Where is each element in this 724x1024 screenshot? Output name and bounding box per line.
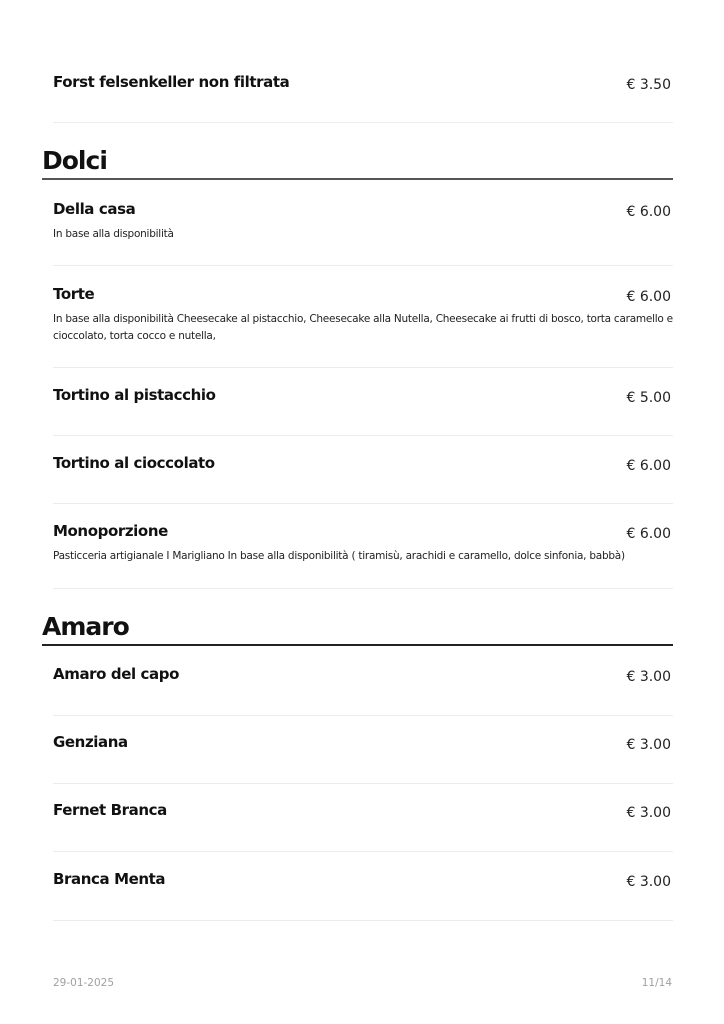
menu-item-description: In base alla disponibilità Cheesecake al pistacchio, Cheesecake alla Nutella, Cheesecake ai frutti di bosco, torta caramello e cioccolato, torta cocco e nutella, — [53, 313, 673, 342]
menu-item-fernet-branca — [53, 801, 673, 852]
menu-item-price: € 3.00 — [626, 737, 671, 753]
menu-item-price: € 3.00 — [626, 669, 671, 685]
menu-item-name: Monoporzione — [53, 522, 168, 540]
menu-item-price: € 3.50 — [626, 77, 671, 93]
menu-item-tortino-cioccolato — [53, 454, 673, 504]
menu-item-price: € 6.00 — [626, 204, 671, 220]
menu-item-price: € 3.00 — [626, 805, 671, 821]
menu-item-price: € 3.00 — [626, 874, 671, 890]
menu-item-della-casa — [53, 200, 673, 266]
menu-item-forst — [53, 73, 673, 123]
menu-item-name: Forst felsenkeller non filtrata — [53, 73, 290, 91]
menu-item-name: Branca Menta — [53, 870, 166, 888]
menu-item-name: Della casa — [53, 200, 136, 218]
menu-item-price: € 5.00 — [626, 390, 671, 406]
menu-item-name: Torte — [53, 285, 95, 303]
menu-item-name: Amaro del capo — [53, 665, 180, 683]
menu-item-price: € 6.00 — [626, 458, 671, 474]
menu-item-name: Tortino al pistacchio — [53, 386, 216, 404]
menu-item-price: € 6.00 — [626, 289, 671, 305]
section-title-amaro: Amaro — [42, 612, 673, 646]
menu-item-name: Genziana — [53, 733, 128, 751]
menu-item-price: € 6.00 — [626, 526, 671, 542]
menu-item-description: In base alla disponibilità — [53, 228, 174, 240]
menu-item-amaro-del-capo — [53, 665, 673, 716]
footer-page-number: 11/14 — [641, 977, 672, 989]
menu-item-name: Tortino al cioccolato — [53, 454, 215, 472]
menu-item-tortino-pistacchio — [53, 386, 673, 436]
footer-date: 29-01-2025 — [53, 977, 115, 989]
menu-item-description: Pasticceria artigianale I Marigliano In base alla disponibilità ( tiramisù, arachidi e caramello, dolce sinfonia, babbà) — [53, 550, 625, 562]
menu-item-name: Fernet Branca — [53, 801, 167, 819]
menu-item-branca-menta — [53, 870, 673, 921]
section-title-dolci: Dolci — [42, 146, 673, 180]
menu-item-genziana — [53, 733, 673, 784]
menu-item-monoporzione — [53, 522, 673, 589]
menu-item-torte — [53, 285, 673, 368]
